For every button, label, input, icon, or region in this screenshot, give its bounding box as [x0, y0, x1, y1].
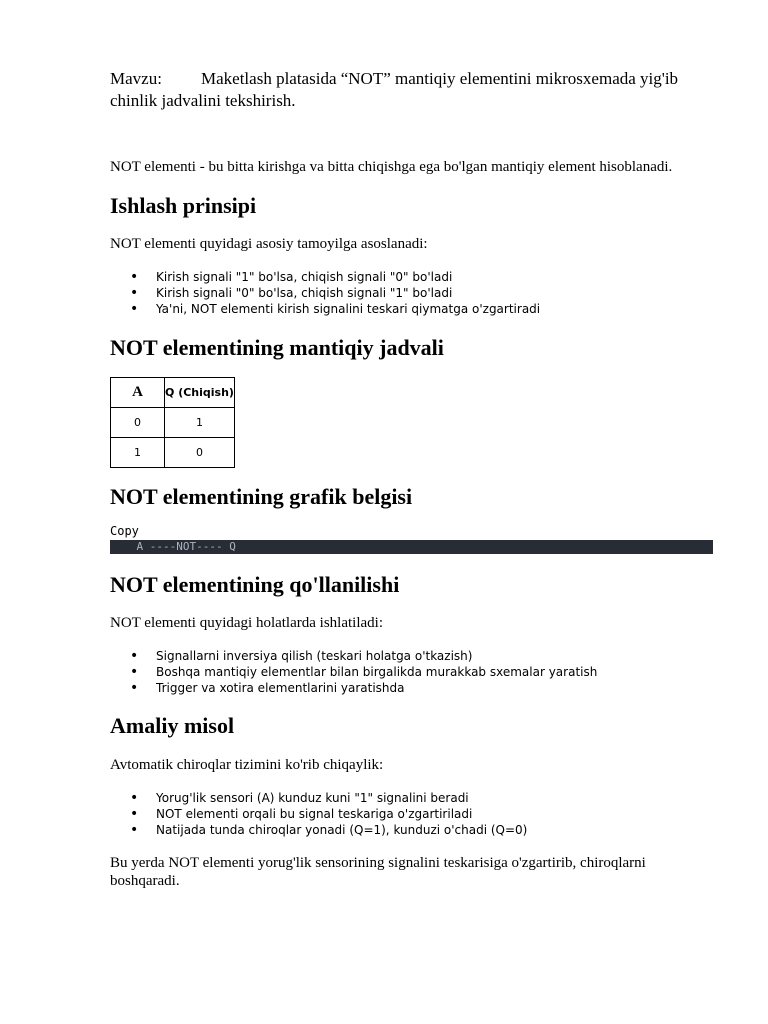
list-item: • Natijada tunda chiroqlar yonadi (Q=1), kunduzi o'chadi (Q=0): [110, 822, 527, 838]
table-cell: 1: [165, 408, 235, 438]
truth-table: [110, 377, 235, 468]
list-item: • Kirish signali "0" bo'lsa, chiqish signali "1" bo'ladi: [110, 285, 540, 301]
topic-label: Mavzu:: [110, 69, 162, 88]
table-header-q: Q (Chiqish): [165, 378, 235, 408]
table-cell: 0: [165, 438, 235, 468]
principle-heading: Ishlash prinsipi: [110, 193, 257, 218]
list-item: • Kirish signali "1" bo'lsa, chiqish signali "0" bo'ladi: [110, 269, 540, 285]
usage-lead: NOT elementi quyidagi holatlarda ishlatiladi:: [110, 615, 383, 631]
list-item: • Ya'ni, NOT elementi kirish signalini teskari qiymatga o'zgartiradi: [110, 301, 540, 317]
principle-list: [110, 269, 540, 317]
symbol-heading: NOT elementining grafik belgisi: [110, 484, 413, 509]
copy-label: Copy: [110, 524, 139, 538]
list-item: • Signallarni inversiya qilish (teskari holatga o'tkazish): [110, 648, 597, 664]
table-cell: 1: [111, 438, 165, 468]
code-block: A ----NOT---- Q: [110, 540, 713, 554]
usage-heading: NOT elementining qo'llanilishi: [110, 572, 400, 597]
table-cell: 0: [111, 408, 165, 438]
table-row: [111, 408, 235, 438]
topic-line: [110, 68, 713, 112]
intro-paragraph: NOT elementi - bu bitta kirishga va bitta chiqishga ega bo'lgan mantiqiy element hisoblanadi.: [110, 159, 673, 175]
example-heading: Amaliy misol: [110, 713, 235, 738]
example-list: [110, 790, 527, 838]
topic-text: Maketlash platasida “NOT” mantiqiy elementini mikrosxemada yig'ib chinlik jadvalini tekshirish.: [110, 69, 679, 110]
table-header-a: A: [111, 378, 165, 408]
principle-lead: NOT elementi quyidagi asosiy tamoyilga asoslanadi:: [110, 236, 428, 252]
list-item: • Yorug'lik sensori (A) kunduz kuni "1" signalini beradi: [110, 790, 527, 806]
table-row: [111, 438, 235, 468]
list-item: • NOT elementi orqali bu signal teskariga o'zgartiriladi: [110, 806, 527, 822]
usage-list: [110, 648, 597, 696]
list-item: • Boshqa mantiqiy elementlar bilan birgalikda murakkab sxemalar yaratish: [110, 664, 597, 680]
truth-table-heading: NOT elementining mantiqiy jadvali: [110, 335, 444, 360]
example-lead: Avtomatik chiroqlar tizimini ko'rib chiqaylik:: [110, 757, 384, 773]
closing-paragraph: Bu yerda NOT elementi yorug'lik sensorining signalini teskarisiga o'zgartirib, chiroqlarni boshqaradi.: [110, 855, 646, 889]
list-item: • Trigger va xotira elementlarini yaratishda: [110, 680, 597, 696]
table-header-row: [111, 378, 235, 408]
